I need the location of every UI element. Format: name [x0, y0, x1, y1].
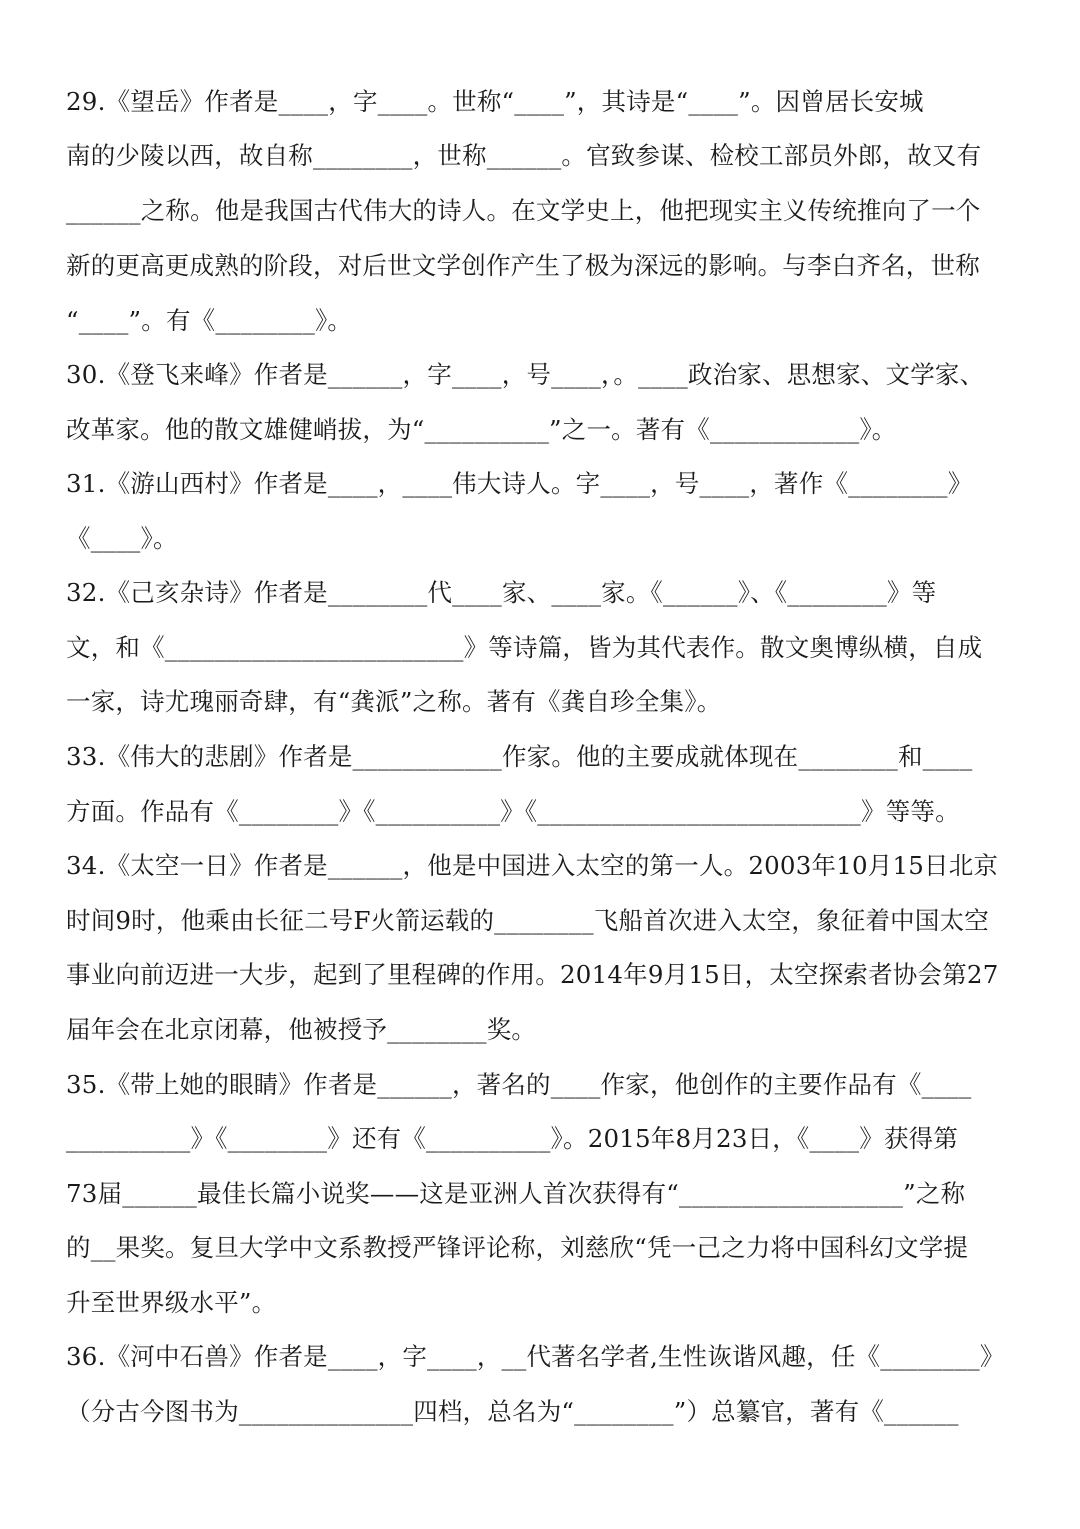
text-line: 届年会在北京闭幕，他被授予________奖。 — [66, 1015, 537, 1044]
text-line: 32.《己亥杂诗》作者是________代____家、____家。《______》、《________》等 — [66, 578, 937, 607]
text-line: ______之称。他是我国古代伟大的诗人。在文学史上，他把现实主义传统推向了一个 — [66, 196, 981, 225]
text-line: 南的少陵以西，故自称________，世称______。官致参谋、检校工部员外郎，故又有 — [66, 141, 982, 170]
text-line: 31.《游山西村》作者是____，____伟大诗人。字____，号____，著作《________》 — [66, 469, 973, 498]
text-line: 29.《望岳》作者是____，字____。世称“____”，其诗是“____”。因曾居长安城 — [66, 87, 924, 116]
text-line: 文，和《________________________》等诗篇，皆为其代表作。散文奥博纵横，自成 — [66, 633, 983, 662]
text-line: 73届______最佳长篇小说奖——这是亚洲人首次获得有“__________________”之称 — [66, 1179, 966, 1208]
text-line: __________》《________》还有《__________》。2015年8月23日，《____》获得第 — [66, 1124, 959, 1153]
text-line: “____”。有《________》。 — [66, 306, 353, 335]
text-line: 改革家。他的散文雄健峭拔，为“__________”之一。著有《____________》。 — [66, 415, 897, 444]
text-line: 《____》。 — [66, 524, 178, 553]
text-line: 34.《太空一日》作者是______，他是中国进入太空的第一人。2003年10月15日北京 — [66, 851, 999, 880]
text-line: 升至世界级水平”。 — [66, 1288, 277, 1317]
text-line: 方面。作品有《________》《__________》《__________________________》等等。 — [66, 797, 960, 826]
text-line: 的__果奖。复旦大学中文系教授严锋评论称，刘慈欣“凭一己之力将中国科幻文学提 — [66, 1233, 969, 1262]
text-line: （分古今图书为______________四档，总名为“________”）总纂官，著有《______ — [66, 1397, 959, 1426]
text-line: 时间9时，他乘由长征二号F火箭运载的________飞船首次进入太空，象征着中国太空 — [66, 906, 989, 935]
text-line: 事业向前迈进一大步，起到了里程碑的作用。2014年9月15日，太空探索者协会第27 — [66, 960, 999, 989]
text-line: 36.《河中石兽》作者是____，字____，__代著名学者,生性诙谐风趣，任《________》 — [66, 1342, 1005, 1371]
text-line: 35.《带上她的眼睛》作者是______，著名的____作家，他创作的主要作品有《____ — [66, 1070, 972, 1099]
text-line: 一家，诗尤瑰丽奇肆，有“龚派”之称。著有《龚自珍全集》。 — [66, 687, 722, 716]
text-line: 新的更高更成熟的阶段，对后世文学创作产生了极为深远的影响。与李白齐名，世称 — [66, 251, 980, 280]
text-line: 33.《伟大的悲剧》作者是____________作家。他的主要成就体现在________和____ — [66, 742, 973, 771]
text-line: 30.《登飞来峰》作者是______，字____，号____，。____政治家、思想家、文学家、 — [66, 360, 985, 389]
